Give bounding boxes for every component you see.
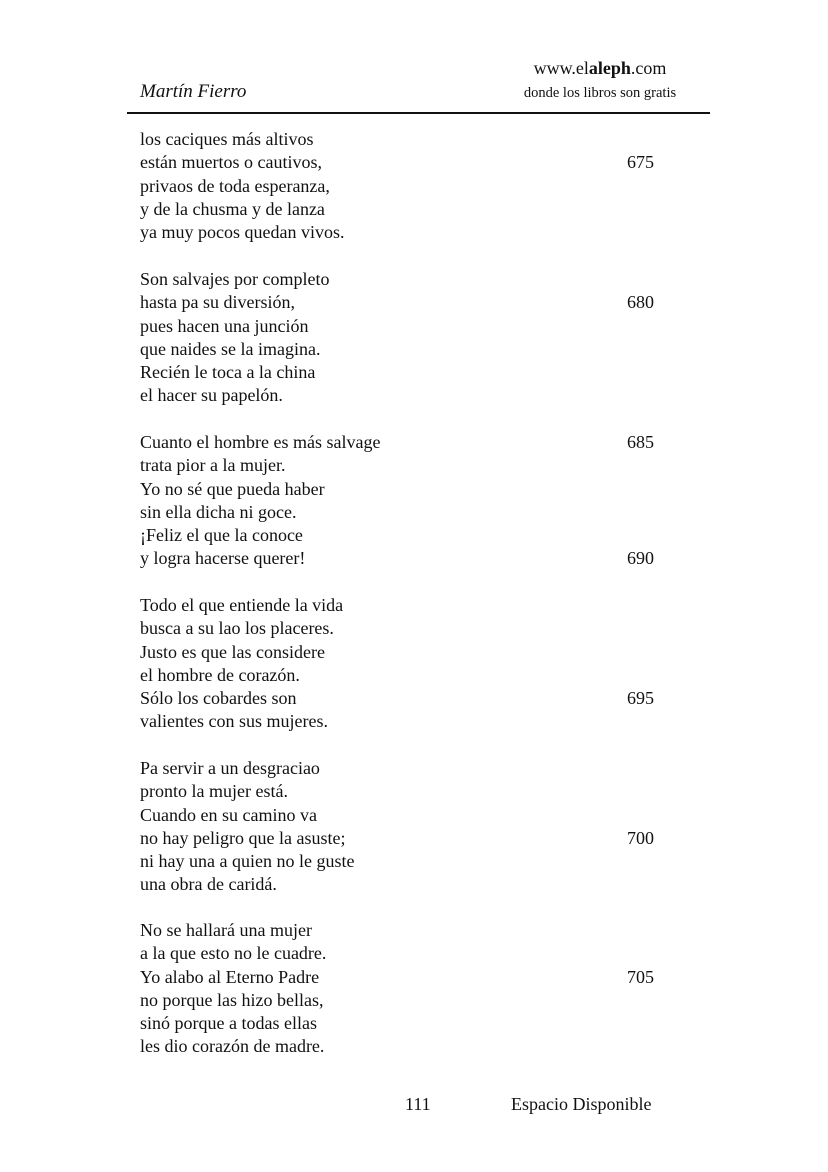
verse-text: a la que esto no le cuadre.: [140, 943, 327, 964]
verse-line: [140, 338, 700, 361]
verse-line: [140, 547, 700, 570]
verse-line: [140, 827, 700, 850]
verse-text: sinó porque a todas ellas: [140, 1013, 317, 1034]
verse-text: Cuando en su camino va: [140, 804, 317, 825]
verse-text: sin ella dicha ni goce.: [140, 501, 297, 522]
verse-line: [140, 198, 700, 221]
verse-text: una obra de caridá.: [140, 874, 277, 895]
verse-line: [140, 594, 700, 617]
line-number: 705: [627, 966, 654, 987]
verse-line: [140, 757, 700, 780]
verse-text: no hay peligro que la asuste;: [140, 827, 346, 848]
verse-line: [140, 873, 700, 896]
verse-line: [140, 942, 700, 965]
verse-text: Yo no sé que pueda haber: [140, 478, 325, 499]
site-bold: aleph: [588, 58, 631, 78]
verse-text: ¡Feliz el que la conoce: [140, 525, 303, 546]
verse-text: Yo alabo al Eterno Padre: [140, 966, 320, 987]
verse-line: [140, 1012, 700, 1035]
verse-text: Recién le toca a la china: [140, 362, 316, 383]
header-rule: [127, 112, 710, 114]
verse-text: el hacer su papelón.: [140, 385, 283, 406]
verse-text: pues hacen una junción: [140, 315, 309, 336]
stanza: [140, 431, 700, 571]
stanza: [140, 757, 700, 897]
site-block: [500, 57, 700, 103]
verse-text: no porque las hizo bellas,: [140, 989, 324, 1010]
site-url[interactable]: [500, 57, 700, 79]
verse-line: [140, 151, 700, 174]
line-number: 685: [627, 432, 654, 452]
verse-text: que naides se la imagina.: [140, 338, 321, 359]
verse-text: hasta pa su diversión,: [140, 292, 295, 313]
stanza: [140, 268, 700, 408]
footer-note: Espacio Disponible: [511, 1094, 652, 1114]
verse-text: ya muy pocos quedan vivos.: [140, 222, 345, 243]
verse-line: [140, 315, 700, 338]
verse-line: [140, 780, 700, 803]
verse-text: Justo es que las considere: [140, 641, 325, 662]
stanza: [140, 594, 700, 734]
site-tagline: donde los libros son gratis: [523, 85, 677, 101]
verse-line: [140, 850, 700, 873]
verse-line: [140, 221, 700, 244]
verse-text: Cuanto el hombre es más salvage: [140, 432, 381, 452]
verse-line: [140, 1035, 700, 1058]
verse-text: privaos de toda esperanza,: [140, 175, 330, 196]
verse-line: [140, 664, 700, 687]
verse-text: están muertos o cautivos,: [140, 152, 322, 173]
verse-line: [140, 454, 700, 477]
verse-line: [140, 384, 700, 407]
line-number: 695: [627, 688, 654, 709]
verse-line: [140, 478, 700, 501]
site-suffix: .com: [630, 58, 667, 78]
site-prefix: www.el: [533, 58, 589, 78]
verse-text: trata pior a la mujer.: [140, 455, 286, 476]
verse-line: [140, 804, 700, 827]
verse-line: [140, 361, 700, 384]
verse-line: [140, 710, 700, 733]
verse-text: Pa servir a un desgraciao: [140, 758, 320, 778]
verse-text: Sólo los cobardes son: [140, 688, 297, 709]
verse-text: valientes con sus mujeres.: [140, 711, 328, 732]
verse-text: Todo el que entiende la vida: [140, 595, 344, 615]
verse-line: [140, 919, 700, 942]
book-title: Martín Fierro: [140, 81, 247, 102]
stanza: [140, 919, 700, 1059]
verse-line: [140, 524, 700, 547]
verse-text: No se hallará una mujer: [140, 920, 312, 940]
verse-line: [140, 175, 700, 198]
verse-text: ni hay una a quien no le guste: [140, 851, 355, 872]
verse-text: y de la chusma y de lanza: [140, 198, 325, 219]
line-number: 690: [627, 548, 654, 569]
verse-text: el hombre de corazón.: [140, 664, 300, 685]
line-number: 680: [627, 292, 654, 313]
page-number: 111: [405, 1094, 431, 1114]
verse-line: [140, 989, 700, 1012]
verse-line: [140, 687, 700, 710]
verse-line: [140, 128, 700, 151]
line-number: 675: [627, 152, 654, 173]
verse-line: [140, 431, 700, 454]
line-number: 700: [627, 827, 654, 848]
verse-text: y logra hacerse querer!: [140, 548, 306, 569]
verse-text: pronto la mujer está.: [140, 781, 288, 802]
verse-line: [140, 641, 700, 664]
verse-line: [140, 268, 700, 291]
verse-line: [140, 501, 700, 524]
verse-text: los caciques más altivos: [140, 129, 314, 149]
stanza: [140, 128, 700, 244]
verse-text: busca a su lao los placeres.: [140, 618, 334, 639]
verse-text: Son salvajes por completo: [140, 269, 330, 289]
verse-line: [140, 291, 700, 314]
verse-line: [140, 966, 700, 989]
verse-line: [140, 617, 700, 640]
verse-text: les dio corazón de madre.: [140, 1036, 325, 1057]
